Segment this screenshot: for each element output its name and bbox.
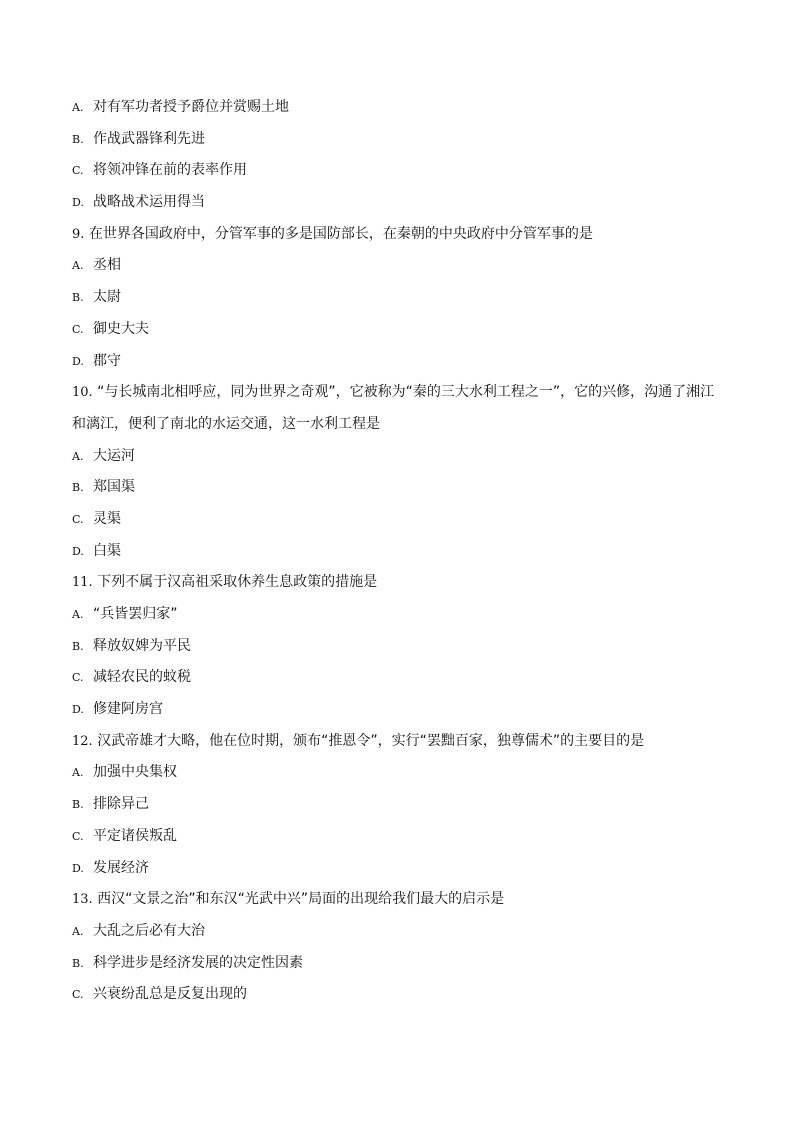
q8-option-d: D. 战略战术运用得当 (72, 194, 205, 211)
q10-option-b: B. 郑国渠 (72, 479, 135, 496)
q13-option-a: A. 大乱之后必有大治 (72, 922, 205, 939)
q13-stem: 13. 西汉“文景之治”和东汉“光武中兴”局面的出现给我们最大的启示是 (72, 891, 505, 908)
q10-option-d: D. 白渠 (72, 542, 121, 559)
q9-option-c: C. 御史大夫 (72, 320, 149, 337)
q10-option-c: C. 灵渠 (72, 510, 121, 527)
q9-stem: 9. 在世界各国政府中，分管军事的多是国防部长，在秦朝的中央政府中分管军事的是 (72, 225, 593, 242)
q12-option-d: D. 发展经济 (72, 859, 149, 876)
q8-option-c: C. 将领冲锋在前的表率作用 (72, 162, 247, 179)
document-page (72, 98, 752, 1017)
q8-option-b: B. 作战武器锋利先进 (72, 130, 205, 147)
q13-option-b: B. 科学进步是经济发展的决定性因素 (72, 954, 303, 971)
q13-option-c: C. 兴衰纷乱总是反复出现的 (72, 986, 247, 1003)
q10-option-a: A. 大运河 (72, 447, 135, 464)
q11-option-d: D. 修建阿房宫 (72, 701, 163, 718)
q9-option-b: B. 太尉 (72, 289, 121, 306)
q12-stem: 12. 汉武帝雄才大略，他在位时期，颁布“推恩令”，实行“罢黜百家，独尊儒术”的主要目的是 (72, 732, 645, 749)
q12-option-c: C. 平定诸侯叛乱 (72, 827, 177, 844)
q12-option-b: B. 排除异己 (72, 796, 149, 813)
q12-option-a: A. 加强中央集权 (72, 764, 177, 781)
q10-stem-line1: 10. “与长城南北相呼应，同为世界之奇观”，它被称为“秦的三大水利工程之一”，它的兴修，沟通了湘江 (72, 384, 715, 401)
q11-option-a: A. “兵皆罢归家” (72, 606, 178, 622)
q11-option-b: B. 释放奴婢为平民 (72, 637, 191, 654)
q9-option-d: D. 郡守 (72, 352, 121, 369)
q11-stem: 11. 下列不属于汉高祖采取休养生息政策的措施是 (72, 574, 378, 591)
q10-stem-line2: 和漓江，便利了南北的水运交通，这一水利工程是 (72, 415, 380, 432)
q8-option-a: A. 对有军功者授予爵位并赏赐土地 (72, 99, 289, 115)
q11-option-c: C. 减轻农民的蚊税 (72, 669, 191, 686)
q9-option-a: A. 丞相 (72, 257, 121, 274)
